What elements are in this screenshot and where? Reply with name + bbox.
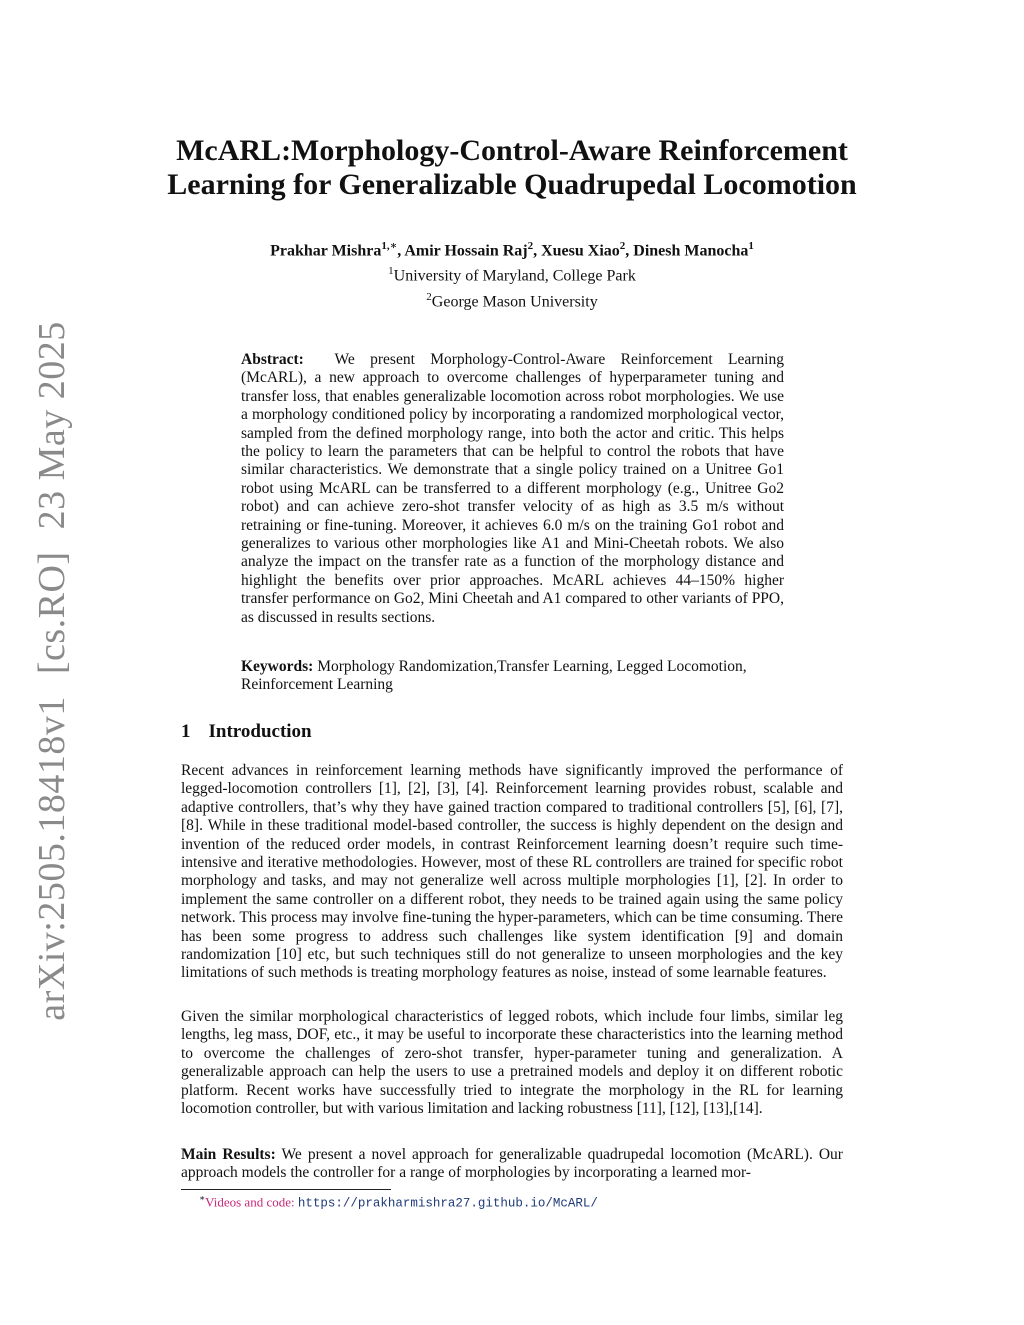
author-2-affil: 2: [527, 240, 534, 252]
affiliation-2: $^2$George Mason University: [426, 290, 598, 310]
keywords: [241, 658, 784, 695]
intro-paragraph-2: Given the similar morphological characteristics of legged robots, which include four limbs, similar leg lengths, leg mass, DOF, etc., it may be useful to incorporate these characteristics into the learning method to overcome the challenges of zero-shot transfer, hyper-parameter tuning and generalization. A generalizable approach can help the users to use a pretrained models and deploy it on different robotic platform. Recent works have successfully tried to integrate the morphology in the RL for learning locomotion controller, but with various limitation and lacking robustness [11], [12], [13],[14].: [181, 1008, 843, 1118]
arxiv-date: 23 May 2025: [31, 321, 73, 530]
footnote: [199, 1193, 598, 1210]
abstract: [241, 351, 784, 627]
author-4: Dinesh Manocha: [633, 242, 749, 260]
main-results-label: Main Results:: [181, 1146, 276, 1163]
author-4-affil: 1: [748, 240, 754, 252]
author-1-affil: 1,∗: [381, 240, 398, 252]
abstract-text: We present Morphology-Control-Aware Reinforcement Learning (McARL), a new approach to overcome challenges of hyperparameter tuning and transfer loss, that enables generalizable locomotion across robot morphologies. We use a morphology conditioned policy by incorporating a randomized morphological vector, sampled from the defined morphology range, into both the actor and critic. This helps the policy to learn the parameters that can be helpful to control the robots that have similar characteristics. We demonstrate that a single policy trained on a Unitree Go1 robot using McARL can be transferred to a different morphology (e.g., Unitree Go2 robot) and can achieve zero-shot transfer velocity of as high as 3.5 m/s without retraining or fine-tuning. Moreover, it achieves 6.0 m/s on the training Go1 robot and generalizes to various other morphologies like A1 and Mini-Cheetah robots. We also analyze the impact on the transfer rate as a function of the morphology distance and highlight the benefits over prior approaches. McARL achieves 44–150% higher transfer performance on Go2, Mini Cheetah and A1 compared to other variants of PPO, as discussed in results sections.: [241, 351, 784, 626]
author-2: Amir Hossain Raj: [404, 242, 528, 260]
section-number: 1: [181, 721, 191, 742]
paper-title: [150, 134, 874, 202]
section-heading: [181, 721, 312, 743]
footnote-marker: ∗: [199, 1193, 206, 1203]
arxiv-side-stamp: [30, 299, 74, 1021]
section-title: Introduction: [208, 721, 312, 742]
main-results-text: We present a novel approach for generalizable quadrupedal locomotion (McARL). Our approach models the controller for a range of morphologies by incorporating a learned mor-: [181, 1146, 843, 1182]
footnote-label[interactable]: Videos and code:: [205, 1194, 295, 1210]
author-3-affil: 2: [619, 240, 626, 252]
footnote-rule: [181, 1189, 391, 1190]
author-names: Prakhar Mishra$^{1,∗}$, Amir Hossain Raj$^2$, Xuesu Xiao$^2$, Dinesh Manocha$^1$: [270, 240, 754, 260]
keywords-label: Keywords:: [241, 658, 314, 675]
title-line-2: Learning for Generalizable Quadrupedal Locomotion: [167, 168, 857, 201]
arxiv-id: arXiv:2505.18418v1: [31, 696, 73, 1021]
footnote-url-link[interactable]: https://prakharmishra27.github.io/McARL/: [297, 1196, 598, 1211]
author-block: [150, 236, 874, 312]
arxiv-category: [cs.RO]: [31, 551, 73, 675]
keywords-text: Morphology Randomization,Transfer Learning, Legged Locomotion, Reinforcement Learning: [241, 658, 747, 694]
affiliation-1: $^1$University of Maryland, College Park: [388, 265, 636, 285]
intro-paragraph-3: [181, 1146, 843, 1183]
title-line-1: McARL:Morphology-Control-Aware Reinforcement: [176, 134, 848, 167]
abstract-label: Abstract:: [241, 351, 304, 368]
author-3: Xuesu Xiao: [541, 242, 620, 260]
intro-paragraph-1: Recent advances in reinforcement learning methods have significantly improved the performance of legged-locomotion controllers [1], [2], [3], [4]. Reinforcement learning provides robust, scalable and adaptive controllers, that’s why they have gained traction compared to traditional controllers [5], [6], [7], [8]. While in these traditional model-based controller, the success is highly dependent on the design and invention of the reduced order models, in contrast Reinforcement learning doesn’t require such time-intensive and iterative methodologies. However, most of these RL controllers are trained for specific robot morphology and tasks, and may not generalize well across multiple morphologies [1], [2]. In order to implement the same controller on a different robot, they needs to be trained again using the same policy network. This process may involve fine-tuning the hyper-parameters, which can be time consuming. There has been some progress to address such challenges like system identification [9] and domain randomization [10] etc, but such techniques still do not generalize to unseen morphologies and the key limitations of such methods is treating morphology features as noise, instead of some learnable features.: [181, 762, 843, 982]
author-1: Prakhar Mishra: [270, 242, 382, 260]
